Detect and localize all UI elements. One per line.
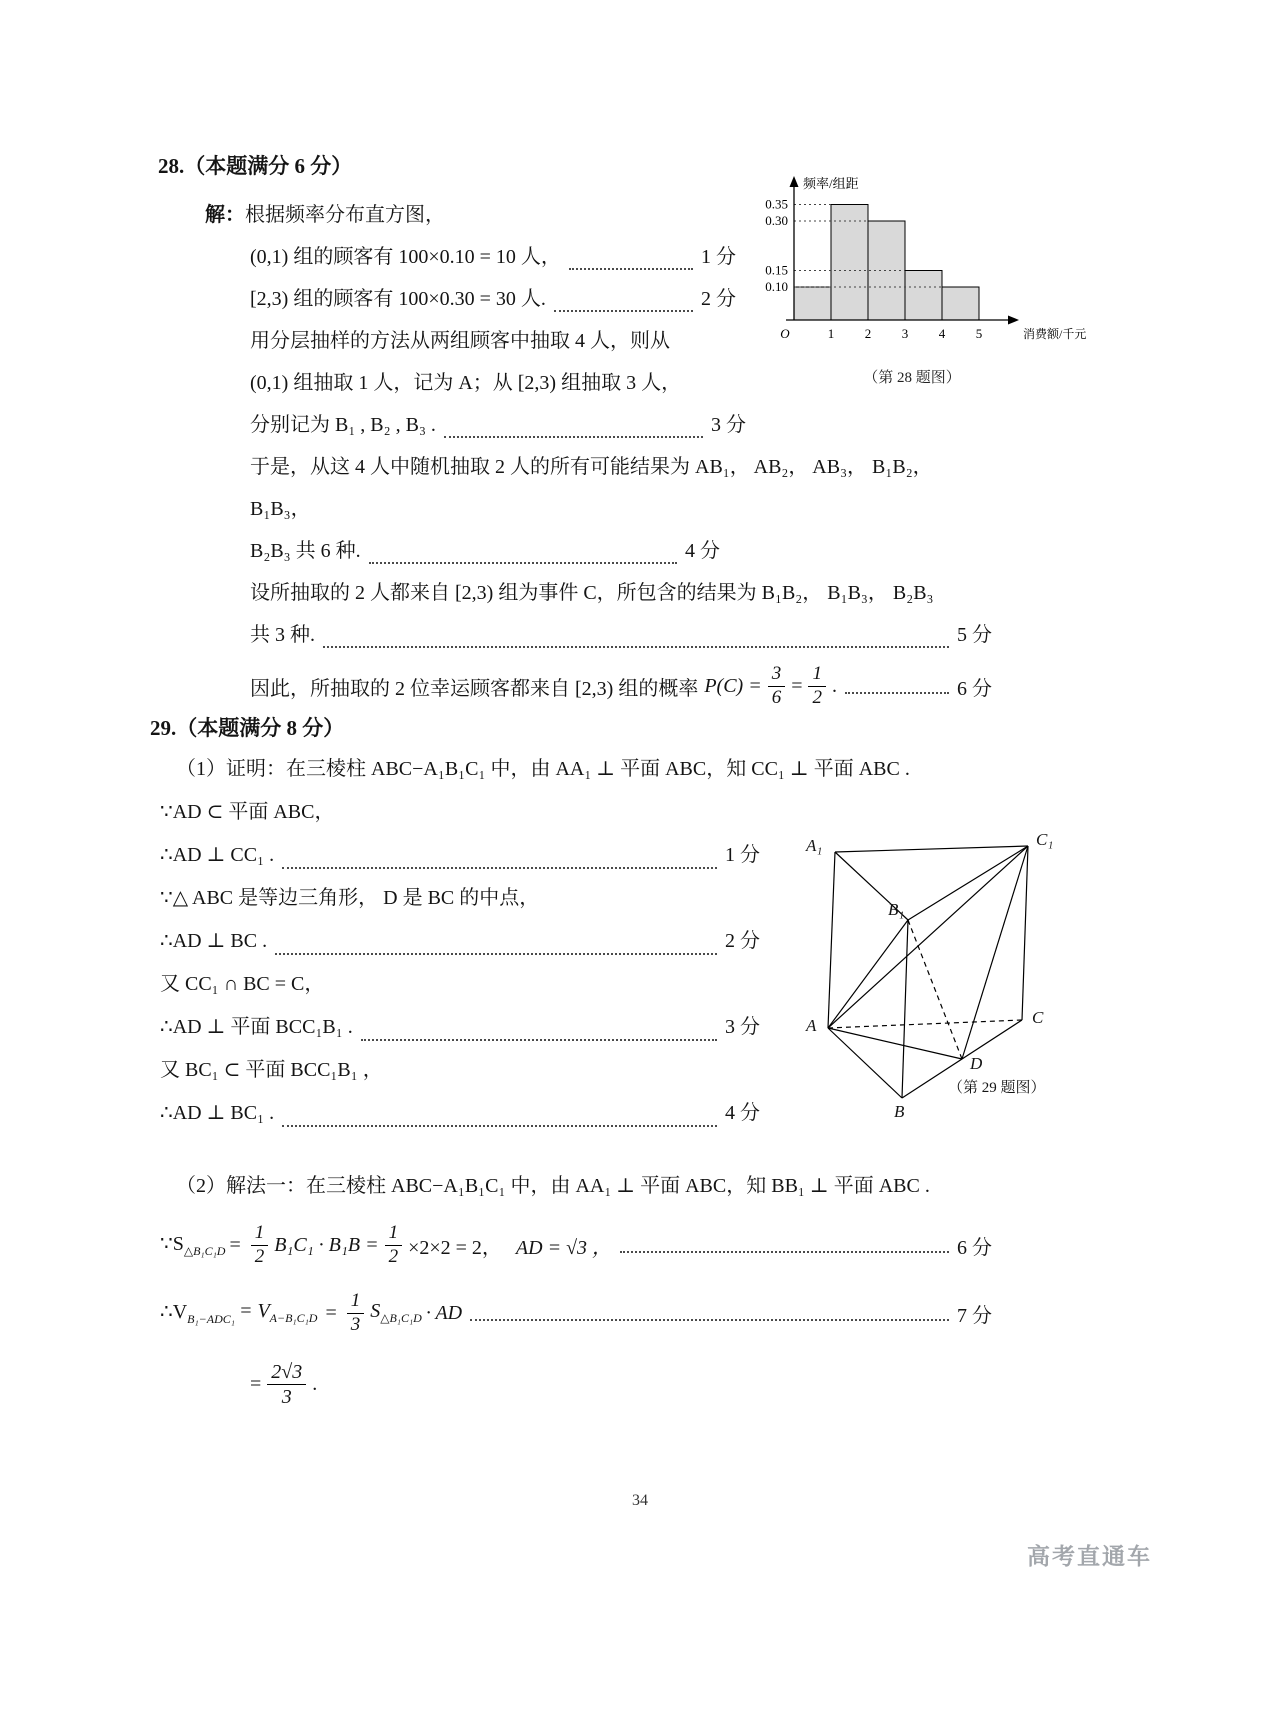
p28-title: 28.（本题满分 6 分） — [158, 154, 353, 178]
fraction-numerator: 1 — [251, 1223, 269, 1246]
p28-intro: 根据频率分布直方图， — [245, 204, 445, 226]
p29-volume-line — [160, 1284, 992, 1342]
p29-title: 29.（本题满分 8 分） — [150, 716, 345, 740]
svg-text:0.30: 0.30 — [765, 213, 788, 228]
p28-text-line-6 — [250, 446, 1020, 488]
p29-step-1-text: ∴AD ⊥ CC₁ . — [160, 844, 275, 866]
fraction-denominator: 3 — [281, 1385, 292, 1408]
vertex-label-b1: B₁ — [888, 900, 905, 919]
p28-text-3: 用分层抽样的方法从两组顾客中抽取 4 人，则从 — [250, 330, 670, 352]
fraction-1-2 — [808, 664, 826, 709]
p28-text-7: B₁B₃， — [250, 498, 311, 520]
p29-final-value — [250, 1348, 1160, 1420]
fraction-denominator: 6 — [771, 686, 782, 708]
fraction-1-2 — [251, 1223, 269, 1268]
p28-step-5 — [250, 614, 992, 656]
p28-step-5-text: 共 3 种. — [250, 624, 315, 646]
svg-text:2: 2 — [864, 326, 872, 341]
histogram-chart — [748, 172, 1108, 348]
dotted-leader — [361, 1039, 717, 1041]
p28-step-3-score: 3 分 — [711, 414, 746, 436]
p29-part2-intro — [176, 1165, 1160, 1208]
vertex-label-b: B — [894, 1102, 905, 1121]
p29-step-4 — [160, 1092, 760, 1135]
p28-text-6: 于是，从这 4 人中随机抽取 2 人的所有可能结果为 AB₁， AB₂， AB₃， B₁B₂， — [250, 456, 933, 478]
svg-text:1: 1 — [827, 326, 835, 341]
p29-step-3 — [160, 1006, 760, 1049]
fraction-numerator: 1 — [385, 1223, 403, 1246]
p28-step-3 — [250, 404, 746, 446]
dotted-leader — [569, 268, 693, 270]
p28-step-6 — [250, 656, 992, 716]
dotted-leader — [444, 436, 703, 438]
p28-step-2-text: [2,3) 组的顾客有 100×0.30 = 30 人. — [250, 288, 546, 310]
fraction-numerator: 3 — [768, 664, 786, 687]
dotted-leader — [470, 1319, 949, 1321]
dotted-leader — [282, 867, 717, 869]
p29-l10-text: （2）解法一：在三棱柱 ABC−A₁B₁C₁ 中，由 AA₁ ⊥ 平面 ABC，知 BB₁ ⊥ 平面 ABC . — [176, 1175, 930, 1197]
p29-final-period: . — [312, 1372, 318, 1395]
p29-l1-text: （1）证明：在三棱柱 ABC−A₁B₁C₁ 中，由 AA₁ ⊥ 平面 ABC，知 CC₁ ⊥ 平面 ABC . — [176, 758, 910, 780]
fraction-3-6 — [768, 664, 786, 709]
svg-text:频率/组距: 频率/组距 — [803, 176, 859, 191]
fraction-1-2 — [385, 1223, 403, 1268]
watermark: 高考直通车 — [1027, 1543, 1152, 1569]
svg-text:3: 3 — [901, 326, 909, 341]
dotted-leader — [282, 1125, 717, 1127]
p29-proof-intro — [176, 748, 1160, 791]
svg-text:0.15: 0.15 — [765, 262, 788, 278]
fraction-denominator: 3 — [350, 1313, 361, 1335]
svg-text:5: 5 — [975, 326, 983, 341]
vertex-label-d: D — [970, 1054, 983, 1073]
p29-area-line — [160, 1216, 992, 1274]
p29-volume-score: 7 分 — [957, 1304, 992, 1327]
equals-sign: = — [325, 1301, 337, 1324]
p29-l2-text: ∵AD ⊂ 平面 ABC， — [160, 801, 335, 823]
fraction-denominator: 2 — [812, 686, 822, 708]
dotted-leader — [323, 646, 949, 648]
p29-step-2 — [160, 920, 760, 963]
p28-step-5-score: 5 分 — [957, 624, 992, 646]
p29-ad-value: AD = √3 ， — [515, 1236, 613, 1259]
p28-text-9: 设所抽取的 2 人都来自 [2,3) 组为事件 C，所包含的结果为 B₁B₂， B₁B₃， B₂B₃ — [250, 582, 934, 604]
p29-step-2-text: ∴AD ⊥ BC . — [160, 930, 268, 952]
svg-text:0.10: 0.10 — [765, 279, 788, 294]
p28-step-1-score: 1 分 — [701, 246, 736, 268]
fraction-numerator: 2√3 — [267, 1361, 306, 1385]
dotted-leader — [275, 953, 717, 955]
equals-sign: = — [229, 1233, 241, 1256]
p28-step-3-text: 分别记为 B₁ , B₂ , B₃ . — [250, 414, 436, 436]
histogram-figure — [748, 172, 1108, 387]
fraction-numerator: 1 — [808, 664, 826, 687]
dotted-leader — [845, 692, 949, 694]
fraction-denominator: 2 — [254, 1245, 265, 1267]
page-number: 34 — [632, 1492, 648, 1509]
p28-text-line-7 — [250, 488, 1020, 530]
fraction-1-3 — [347, 1291, 365, 1336]
vertex-label-a1: A₁ — [806, 836, 823, 855]
p28-text-4: (0,1) 组抽取 1 人，记为 A；从 [2,3) 组抽取 3 人， — [250, 372, 682, 394]
p29-area-lhs: $\because S_{\triangle B_1C_1D}$ — [160, 1233, 226, 1258]
p29-l4-text: ∵△ ABC 是等边三角形， D 是 BC 的中点， — [160, 887, 540, 909]
equals-sign: = — [791, 674, 803, 697]
dotted-leader — [620, 1251, 949, 1253]
equals-sign: = — [250, 1372, 262, 1395]
p29-volume-ad: · AD — [425, 1301, 463, 1324]
histogram-caption: （第 28 题图） — [863, 370, 961, 386]
p29-area-mid: B₁C₁ · B₁B = — [274, 1233, 379, 1256]
p29-step-1-score: 1 分 — [725, 844, 760, 866]
p28-step-4 — [250, 530, 720, 572]
p29-volume-area-term: $S_{\triangle B_1C_1D}$ — [370, 1300, 422, 1325]
p28-step-6-prefix: 因此，所抽取的 2 位幸运顾客都来自 [2,3) 组的概率 — [250, 677, 699, 700]
p28-step-4-score: 4 分 — [685, 540, 720, 562]
p28-step-4-text: B₂B₃ 共 6 种. — [250, 540, 361, 562]
p28-step-2 — [250, 278, 736, 320]
p29-l6-text: 又 CC₁ ∩ BC = C， — [160, 973, 325, 995]
p28-solve-label: 解： — [205, 204, 245, 226]
fraction-2sqrt3-3 — [267, 1361, 306, 1408]
p29-volume-mid: = $V_{A-B_1C_1D}$ — [238, 1300, 318, 1325]
p28-step-1-text: (0,1) 组的顾客有 100×0.10 = 10 人， — [250, 246, 561, 268]
prism-figure — [800, 820, 1068, 1125]
fraction-denominator: 2 — [388, 1245, 399, 1267]
p28-step-6-tail: . — [831, 674, 837, 697]
p29-area-score: 6 分 — [957, 1236, 992, 1259]
vertex-label-c1: C₁ — [1036, 830, 1054, 849]
dotted-leader — [369, 562, 677, 564]
p28-solve-line — [205, 194, 445, 236]
p29-step-4-score: 4 分 — [725, 1102, 760, 1124]
vertex-label-a: A — [806, 1016, 817, 1035]
svg-text:O: O — [780, 326, 790, 341]
p29-l8-text: 又 BC₁ ⊂ 平面 BCC₁B₁ ， — [160, 1059, 383, 1081]
fraction-numerator: 1 — [347, 1291, 365, 1314]
svg-text:消费额/千元: 消费额/千元 — [1023, 327, 1087, 341]
p29-area-result: ×2×2 = 2， — [408, 1236, 502, 1259]
p28-step-6-score: 6 分 — [957, 677, 992, 700]
p28-text-line-9 — [250, 572, 1020, 614]
p29-step-2-score: 2 分 — [725, 930, 760, 952]
p29-step-3-text: ∴AD ⊥ 平面 BCC₁B₁ . — [160, 1016, 353, 1038]
p28-probability-expr: P(C) = — [704, 674, 762, 697]
p28-step-1 — [250, 236, 736, 278]
prism-caption: （第 29 题图） — [948, 1080, 1046, 1096]
p29-step-1 — [160, 834, 760, 877]
vertex-label-c: C — [1032, 1008, 1044, 1027]
svg-text:4: 4 — [938, 326, 946, 341]
p28-step-2-score: 2 分 — [701, 288, 736, 310]
p29-step-4-text: ∴AD ⊥ BC₁ . — [160, 1102, 275, 1124]
p29-volume-lhs: $\therefore V_{B_1-ADC_1}$ — [160, 1301, 235, 1326]
p29-step-3-score: 3 分 — [725, 1016, 760, 1038]
dotted-leader — [554, 310, 693, 312]
svg-text:0.35: 0.35 — [765, 196, 788, 212]
